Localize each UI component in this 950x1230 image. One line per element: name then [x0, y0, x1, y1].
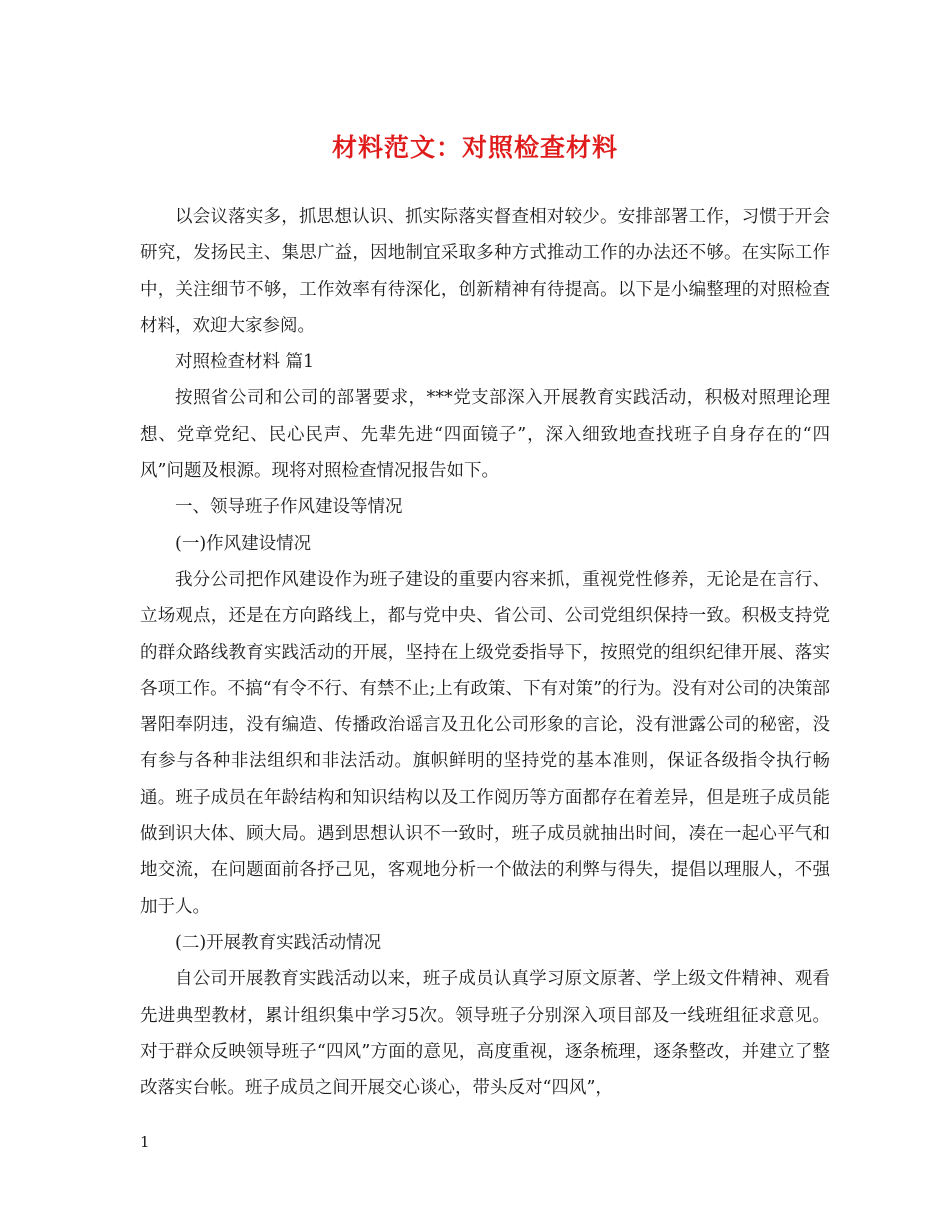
paragraph-practice-activities: 自公司开展教育实践活动以来，班子成员认真学习原文原著、学上级文件精神、观看先进典型教材，累计组织集中学习5次。领导班子分别深入项目部及一线班组征求意见。对于群众反映领导班子“四风”方面的意见，高度重视，逐条梳理，逐条整改，并建立了整改落实台帐。班子成员之间开展交心谈心，带头反对“四风”， — [140, 969, 830, 1099]
paragraph-style-building: 我分公司把作风建设作为班子建设的重要内容来抓，重视党性修养，无论是在言行、立场观点，还是在方向路线上，都与党中央、省公司、公司党组织保持一致。积极支持党的群众路线教育实践活动的开展，坚持在上级党委指导下，按照党的组织纪律开展、落实各项工作。不搞“有令不行、有禁不止;上有政策、下有对策”的行为。没有对公司的决策部署阳奉阴违，没有编造、传播政治谣言及丑化公司形象的言论，没有泄露公司的秘密，没有参与各种非法组织和非法活动。旗帜鲜明的坚持党的基本准则，保证各级指令执行畅通。班子成员在年龄结构和知识结构以及工作阅历等方面都存在着差异，但是班子成员能做到识大体、顾大局。遇到思想认识不一致时，班子成员就抽出时间，凑在一起心平气和地交流，在问题面前各抒己见，客观地分析一个做法的利弊与得失，提倡以理服人，不强加于人。 — [140, 569, 830, 917]
subsection-heading-practice: (二)开展教育实践活动情况 — [175, 932, 382, 953]
section-heading-leadership: 一、领导班子作风建设等情况 — [175, 497, 403, 518]
section-heading-part1: 对照检查材料 篇1 — [175, 352, 315, 373]
subsection-heading-style: (一)作风建设情况 — [175, 533, 312, 554]
document-title: 材料范文：对照检查材料 — [331, 133, 618, 162]
document-body — [140, 199, 830, 1106]
page-number: 1 — [140, 1133, 150, 1151]
paragraph-overview: 按照省公司和公司的部署要求，***党支部深入开展教育实践活动，积极对照理论理想、党章党纪、民心民声、先辈先进“四面镜子”，深入细致地查找班子自身存在的“四风”问题及根源。现将对照检查情况报告如下。 — [140, 388, 830, 482]
paragraph-intro: 以会议落实多，抓思想认识、抓实际落实督查相对较少。安排部署工作，习惯于开会研究，发扬民主、集思广益，因地制宜采取多种方式推动工作的办法还不够。在实际工作中，关注细节不够，工作效率有待深化，创新精神有待提高。以下是小编整理的对照检查材料，欢迎大家参阅。 — [140, 207, 830, 336]
